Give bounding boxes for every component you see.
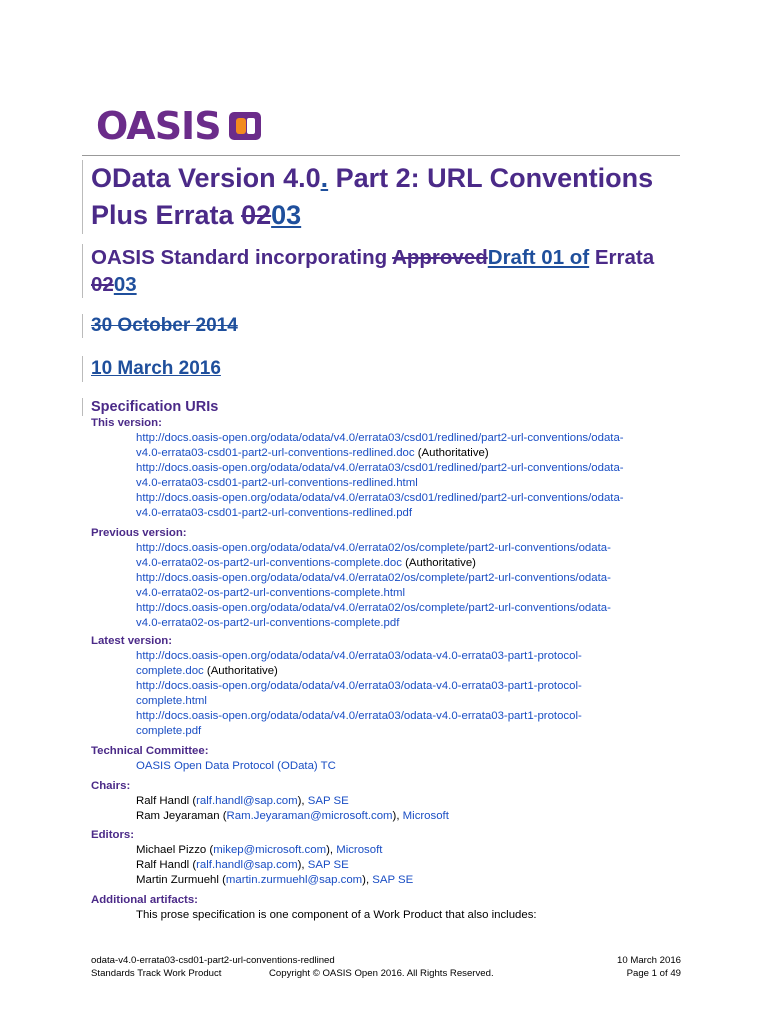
link-item: http://docs.oasis-open.org/odata/odata/v4.0/errata03/odata-v4.0-errata03-part1-protocol- complete.doc (Authoritative) xyxy=(136,650,582,677)
technical-committee-link[interactable]: OASIS Open Data Protocol (OData) TC xyxy=(136,760,336,772)
document-title: OData Version 4.0. Part 2: URL Conventions Plus Errata 0203 xyxy=(82,160,679,234)
org-link[interactable]: SAP SE xyxy=(307,795,349,807)
oasis-logo-mark-icon xyxy=(227,110,263,142)
date-inserted: 10 March 2016 xyxy=(82,356,221,382)
technical-committee-label: Technical Committee: xyxy=(91,745,209,757)
person-row: Ralf Handl (ralf.handl@sap.com), SAP SE xyxy=(136,859,349,871)
link-item xyxy=(136,491,691,521)
document-subtitle: OASIS Standard incorporating ApprovedDraft 01 of Errata 0203 xyxy=(82,244,679,298)
this-version-html-link[interactable]: http://docs.oasis-open.org/odata/odata/v4.0/errata03/csd01/redlined/part2-url-conventions/odata- v4.0-errata03-csd01-part2-url-conventions-redlined.html xyxy=(136,462,624,489)
additional-artifacts-label: Additional artifacts: xyxy=(91,894,198,906)
org-link[interactable]: Microsoft xyxy=(336,844,383,856)
person-row: Martin Zurmuehl (martin.zurmuehl@sap.com), SAP SE xyxy=(136,874,414,886)
previous-version-html-link[interactable]: http://docs.oasis-open.org/odata/odata/v4.0/errata02/os/complete/part2-url-conventions/odata- v4.0-errata02-os-part2-url-conventions-complete.html xyxy=(136,572,611,599)
link-item xyxy=(136,709,691,739)
title-inserted-text: 03 xyxy=(271,200,302,230)
previous-version-label: Previous version: xyxy=(91,527,187,539)
latest-version-html-link[interactable]: http://docs.oasis-open.org/odata/odata/v4.0/errata03/odata-v4.0-errata03-part1-protocol- complete.html xyxy=(136,680,582,707)
previous-version-pdf-link[interactable]: http://docs.oasis-open.org/odata/odata/v4.0/errata02/os/complete/part2-url-conventions/odata- v4.0-errata02-os-part2-url-conventions-complete.pdf xyxy=(136,602,611,629)
link-item xyxy=(136,679,691,709)
header-rule xyxy=(82,155,680,156)
this-version-label: This version: xyxy=(91,417,162,429)
this-version-doc-link[interactable]: http://docs.oasis-open.org/odata/odata/v4.0/errata03/csd01/redlined/part2-url-conventions/odata- v4.0-errata03-csd01-part2-url-conventions-redlined.doc xyxy=(136,432,624,459)
spec-uris-heading: Specification URIs xyxy=(82,398,218,416)
email-link[interactable]: martin.zurmuehl@sap.com xyxy=(225,874,363,886)
email-link[interactable]: ralf.handl@sap.com xyxy=(196,795,298,807)
this-version-section xyxy=(91,416,691,521)
org-link[interactable]: SAP SE xyxy=(307,859,349,871)
footer-page-number: Page 1 of 49 xyxy=(626,968,681,979)
technical-committee-section xyxy=(91,744,691,774)
previous-version-doc-link[interactable]: http://docs.oasis-open.org/odata/odata/v4.0/errata02/os/complete/part2-url-conventions/odata- v4.0-errata02-os-part2-url-conventions-complete.doc xyxy=(136,542,611,569)
oasis-logo xyxy=(96,106,263,146)
this-version-pdf-link[interactable]: http://docs.oasis-open.org/odata/odata/v4.0/errata03/csd01/redlined/part2-url-conventions/odata- v4.0-errata03-csd01-part2-url-conventions-redlined.pdf xyxy=(136,492,624,519)
chairs-label: Chairs: xyxy=(91,780,131,792)
latest-version-pdf-link[interactable]: http://docs.oasis-open.org/odata/odata/v4.0/errata03/odata-v4.0-errata03-part1-protocol- complete.pdf xyxy=(136,710,582,737)
date-deleted: 30 October 2014 xyxy=(82,314,238,338)
footer-date: 10 March 2016 xyxy=(617,955,681,966)
link-item: http://docs.oasis-open.org/odata/odata/v4.0/errata03/csd01/redlined/part2-url-conventions/odata- v4.0-errata03-csd01-part2-url-conventions-redlined.doc (Authoritative) xyxy=(136,432,624,459)
latest-version-section xyxy=(91,634,691,739)
editors-section xyxy=(91,828,691,888)
person-row: Michael Pizzo (mikep@microsoft.com), Microsoft xyxy=(136,844,383,856)
footer-copyright: Copyright © OASIS Open 2016. All Rights Reserved. xyxy=(269,968,494,979)
footer-filename: odata-v4.0-errata03-csd01-part2-url-conventions-redlined xyxy=(91,955,335,966)
previous-version-section xyxy=(91,526,691,631)
person-row: Ram Jeyaraman (Ram.Jeyaraman@microsoft.com), Microsoft xyxy=(136,810,449,822)
link-item xyxy=(136,461,691,491)
person-row: Ralf Handl (ralf.handl@sap.com), SAP SE xyxy=(136,795,349,807)
editors-label: Editors: xyxy=(91,829,135,841)
email-link[interactable]: mikep@microsoft.com xyxy=(213,844,327,856)
additional-artifacts-text: This prose specification is one component of a Work Product that also includes: xyxy=(136,909,537,921)
latest-version-doc-link[interactable]: http://docs.oasis-open.org/odata/odata/v4.0/errata03/odata-v4.0-errata03-part1-protocol- complete.doc xyxy=(136,650,582,677)
link-item xyxy=(136,601,691,631)
link-item: http://docs.oasis-open.org/odata/odata/v4.0/errata02/os/complete/part2-url-conventions/odata- v4.0-errata02-os-part2-url-conventions-complete.doc (Authoritative) xyxy=(136,542,611,569)
title-deleted-text: 02 xyxy=(241,200,272,230)
email-link[interactable]: ralf.handl@sap.com xyxy=(196,859,298,871)
chairs-section xyxy=(91,779,691,824)
email-link[interactable]: Ram.Jeyaraman@microsoft.com xyxy=(226,810,393,822)
additional-artifacts-section xyxy=(91,893,691,923)
org-link[interactable]: Microsoft xyxy=(402,810,449,822)
link-item xyxy=(136,571,691,601)
footer-track: Standards Track Work Product xyxy=(91,968,222,979)
org-link[interactable]: SAP SE xyxy=(372,874,414,886)
logo-text: OASIS xyxy=(96,104,221,148)
latest-version-label: Latest version: xyxy=(91,635,173,647)
